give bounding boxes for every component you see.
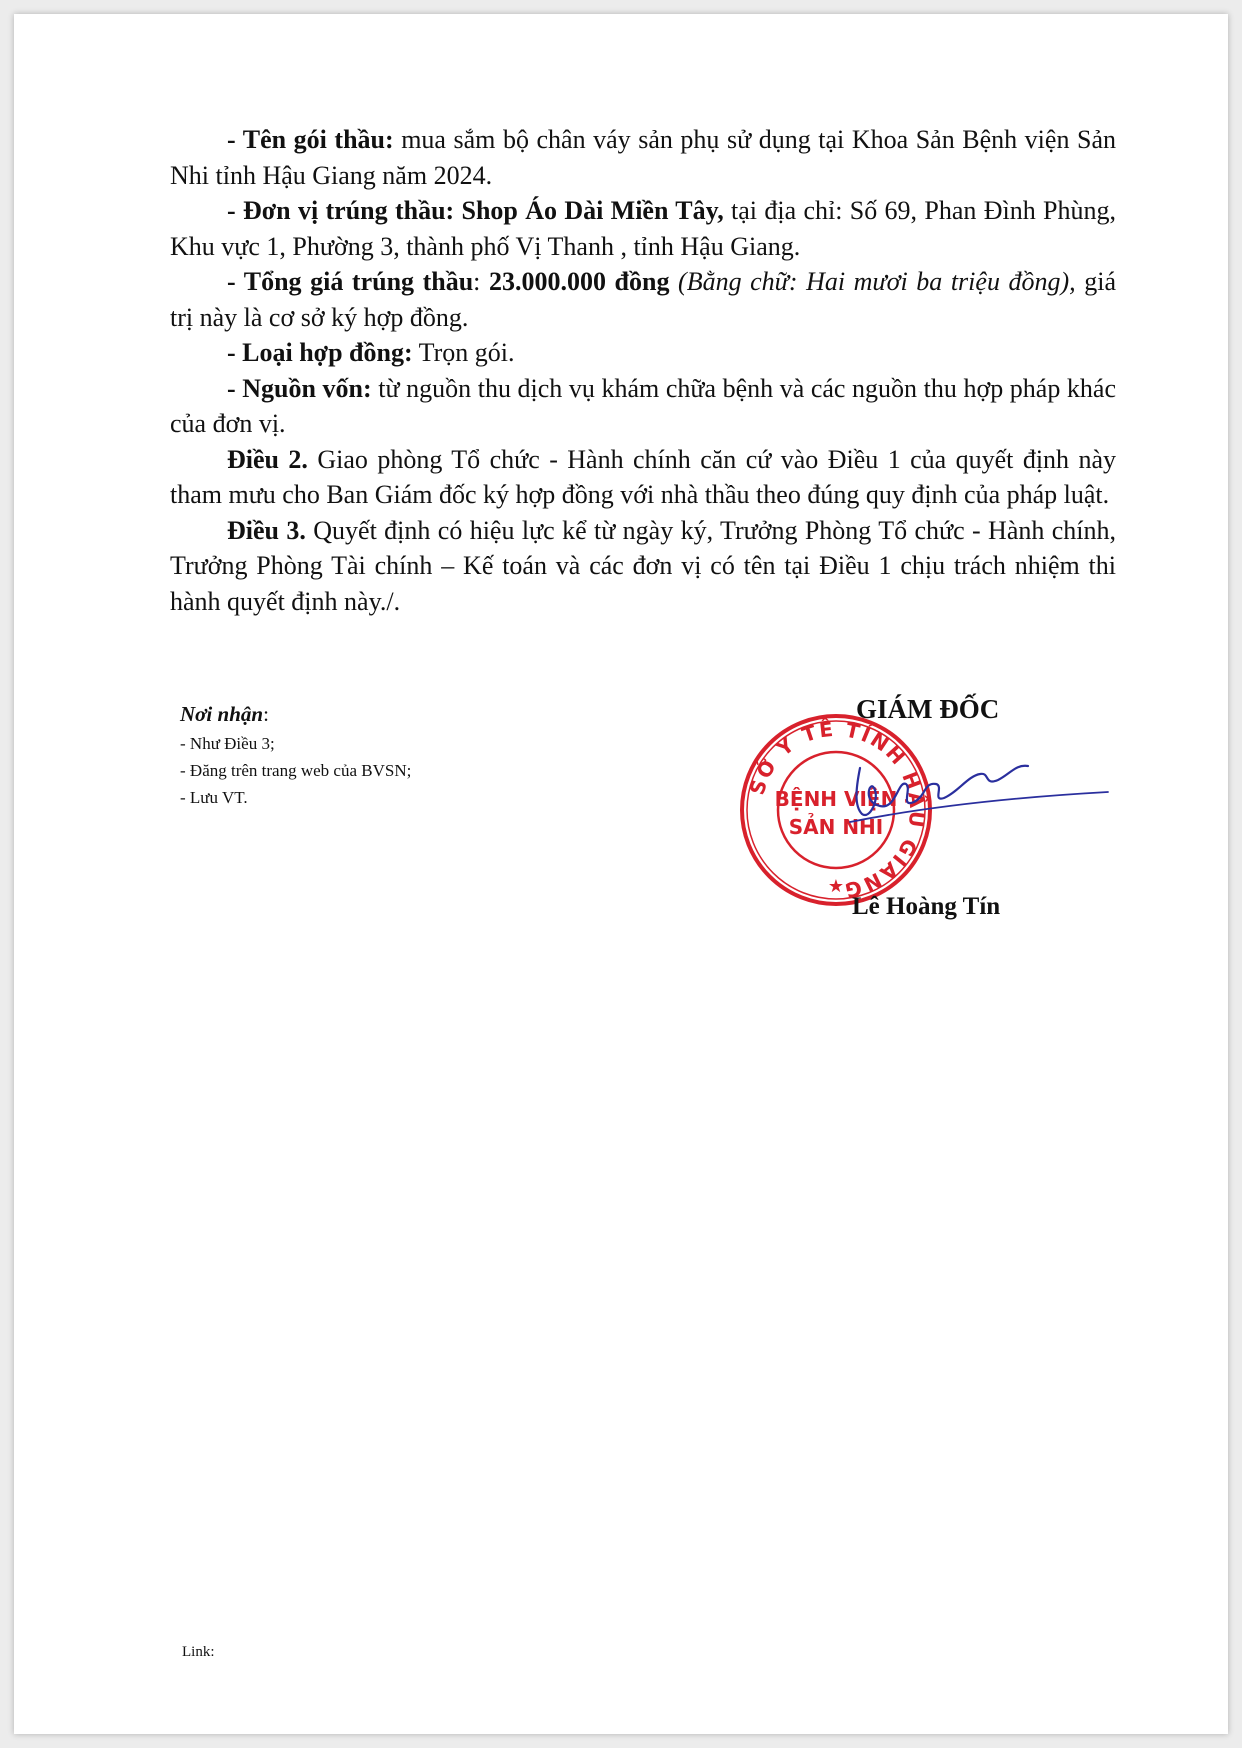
- paragraph-winning-bidder: - Đơn vị trúng thầu: Shop Áo Dài Miền Tây, tại địa chỉ: Số 69, Phan Đình Phùng, Khu vực 1, Phường 3, thành phố Vị Thanh , tỉnh Hậu Giang.: [170, 196, 1116, 261]
- signer-name: Lê Hoàng Tín: [852, 893, 1001, 920]
- stamp-ring-text: SỞ Y TẾ TỈNH HẬU GIANG: [744, 716, 930, 903]
- recipients-block: [180, 698, 660, 811]
- total-price-amount: 23.000.000 đồng: [488, 267, 670, 296]
- stamp-star: ★: [827, 876, 845, 896]
- paragraph-article-3: Điều 3. Quyết định có hiệu lực kể từ ngày ký, Trưởng Phòng Tổ chức - Hành chính, Trưởng Phòng Tài chính – Kế toán và các đơn vị có tên tại Điều 1 chịu trách nhiệm thi hành quyết định này./.: [170, 515, 1117, 616]
- paragraph-total-price: - Tổng giá trúng thầu: 23.000.000 đồng (Bằng chữ: Hai mươi ba triệu đồng), giá trị này là cơ sở ký hợp đồng.: [170, 267, 1117, 332]
- stamp-line-2: SẢN NHI: [788, 815, 884, 839]
- recipient-item: - Như Điều 3;: [180, 734, 275, 753]
- handwritten-signature: [840, 758, 1120, 828]
- label-package-name: - Tên gói thầu:: [227, 125, 394, 154]
- label-winning-bidder: - Đơn vị trúng thầu: Shop Áo Dài Miền Tây,: [227, 196, 724, 225]
- label-article-3: Điều 3.: [227, 515, 306, 545]
- total-price-words: (Bằng chữ: Hai mươi ba triệu đồng),: [669, 267, 1076, 296]
- paragraph-contract-type: - Loại hợp đồng: Trọn gói.: [227, 338, 515, 367]
- paragraph-funding-source: - Nguồn vốn: từ nguồn thu dịch vụ khám chữa bệnh và các nguồn thu hợp pháp khác của đơn vị.: [170, 373, 1116, 438]
- recipients-title: Nơi nhận:: [180, 702, 269, 726]
- recipient-item: - Đăng trên trang web của BVSN;: [180, 761, 412, 780]
- paragraph-package-name: - Tên gói thầu: mua sắm bộ chân váy sản phụ sử dụng tại Khoa Sản Bệnh viện Sản Nhi tỉnh Hậu Giang năm 2024.: [170, 125, 1116, 190]
- footer-link-label: Link:: [182, 1644, 215, 1660]
- paragraph-article-2: Điều 2. Giao phòng Tổ chức - Hành chính căn cứ vào Điều 1 của quyết định này tham mưu cho Ban Giám đốc ký hợp đồng với nhà thầu theo đúng quy định của pháp luật.: [170, 444, 1117, 509]
- recipient-item: - Lưu VT.: [180, 788, 248, 807]
- label-contract-type: - Loại hợp đồng:: [227, 338, 413, 367]
- label-article-2: Điều 2.: [227, 444, 308, 474]
- signer-title: GIÁM ĐỐC: [856, 694, 1000, 724]
- decision-body: [170, 122, 1116, 619]
- label-total-price: - Tổng giá trúng thầu: [227, 267, 474, 296]
- stamp-line-1: BỆNH VIỆN: [774, 787, 898, 811]
- label-funding-source: - Nguồn vốn:: [227, 373, 372, 403]
